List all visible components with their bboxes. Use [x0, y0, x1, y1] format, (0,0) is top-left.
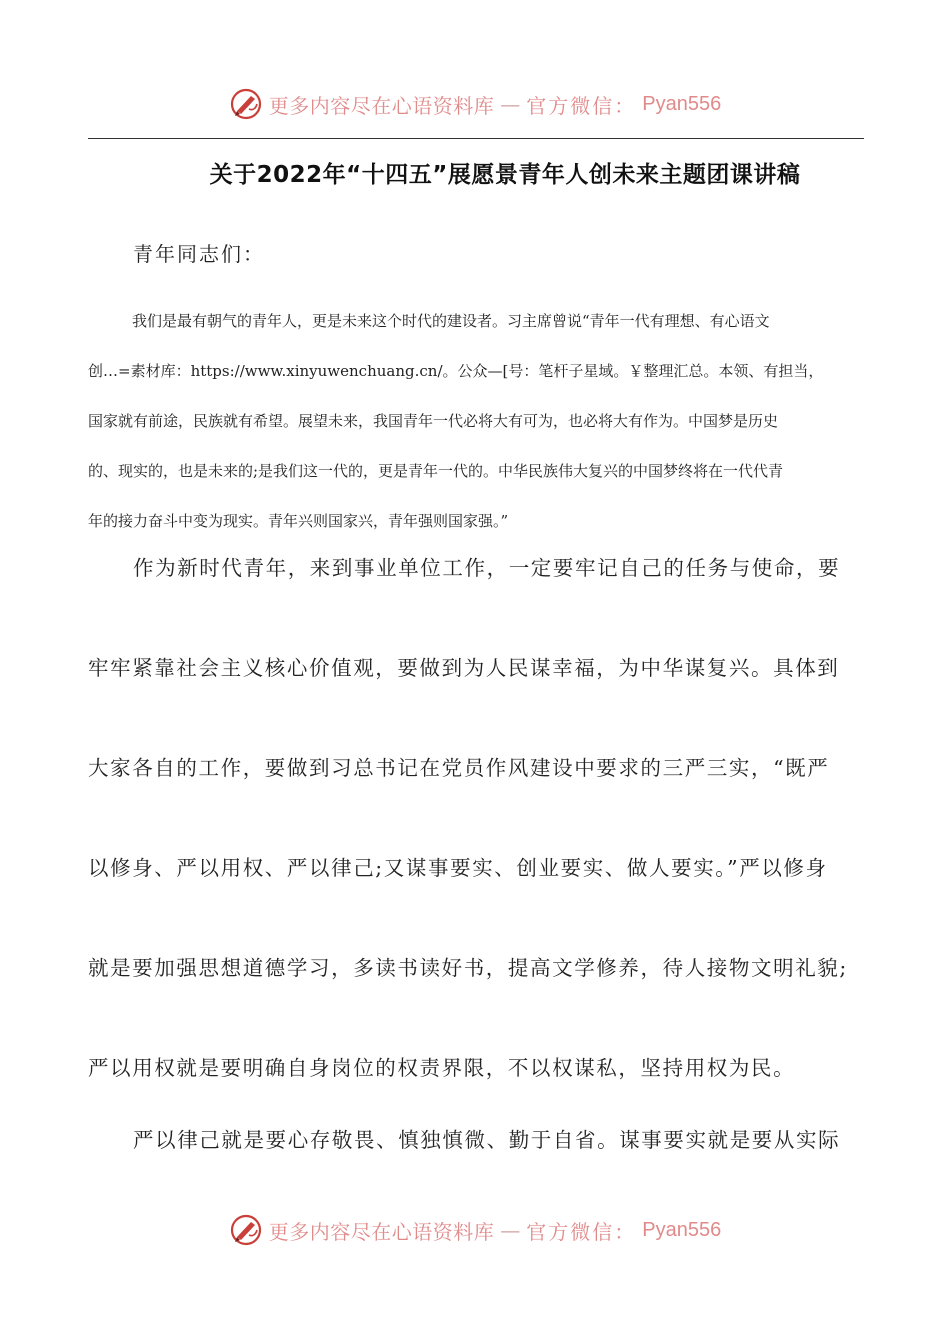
- brand-dash: —: [500, 1218, 521, 1242]
- brand-wechat-label: 官方微信：: [526, 1219, 637, 1244]
- paragraph-line: 就是要加强思想道德学习，多读书读好书，提高文学修养，待人接物文明礼貌;: [88, 956, 848, 980]
- paragraph-line: 我们是最有朝气的青年人，更是未来这个时代的建设者。习主席曾说“青年一代有理想、有心语文: [132, 312, 770, 330]
- brand-dash: —: [500, 92, 521, 116]
- paragraph-quote: [88, 296, 864, 546]
- paragraph-line: 年的接力奋斗中变为现实。青年兴则国家兴，青年强则国家强。”: [88, 512, 509, 530]
- brand-name: 更多内容尽在心语资料库: [268, 93, 495, 118]
- document-title: 关于2022年“十四五”展愿景青年人创未来主题团课讲稿: [209, 162, 801, 188]
- paragraph-line: 严以律己就是要心存敬畏、慎独慎微、勤于自省。谋事要实就是要从实际: [133, 1128, 841, 1152]
- header-brand-banner: [0, 84, 950, 124]
- pen-logo-icon: [229, 1213, 263, 1247]
- footer-brand-banner: [0, 1210, 950, 1250]
- brand-name: 更多内容尽在心语资料库: [268, 1219, 495, 1244]
- brand-group: [229, 1213, 721, 1247]
- brand-wechat-id: Pyan556: [642, 92, 722, 115]
- paragraph-line: 的、现实的，也是未来的;是我们这一代的，更是青年一代的。中华民族伟大复兴的中国梦终将在一代代青: [88, 462, 784, 480]
- brand-wechat-label: 官方微信：: [526, 93, 637, 118]
- paragraph-line: 牢牢紧靠社会主义核心价值观，要做到为人民谋幸福，为中华谋复兴。具体到: [88, 656, 840, 680]
- paragraph-line: 大家各自的工作，要做到习总书记在党员作风建设中要求的三严三实，“既严: [88, 756, 830, 780]
- brand-group: [229, 87, 721, 121]
- pen-logo-icon: [229, 87, 263, 121]
- paragraph-line: 以修身、严以用权、严以律己;又谋事要实、创业要实、做人要实。”严以修身: [88, 856, 828, 880]
- header-divider: [88, 138, 864, 139]
- paragraph-line: 作为新时代青年，来到事业单位工作，一定要牢记自己的任务与使命，要: [133, 556, 841, 580]
- paragraph-line: 严以用权就是要明确自身岗位的权责界限，不以权谋私，坚持用权为民。: [88, 1056, 796, 1080]
- greeting: 青年同志们：: [133, 242, 265, 266]
- paragraph-main: [88, 553, 864, 1153]
- brand-wechat-id: Pyan556: [642, 1218, 722, 1241]
- paragraph-line: 创…=素材库：https://www.xinyuwenchuang.cn/。公众—[号：笔杆子星域。￥整理汇总。本领、有担当，: [88, 362, 824, 380]
- paragraph-line: 国家就有前途，民族就有希望。展望未来，我国青年一代必将大有可为，也必将大有作为。中国梦是历史: [88, 412, 779, 430]
